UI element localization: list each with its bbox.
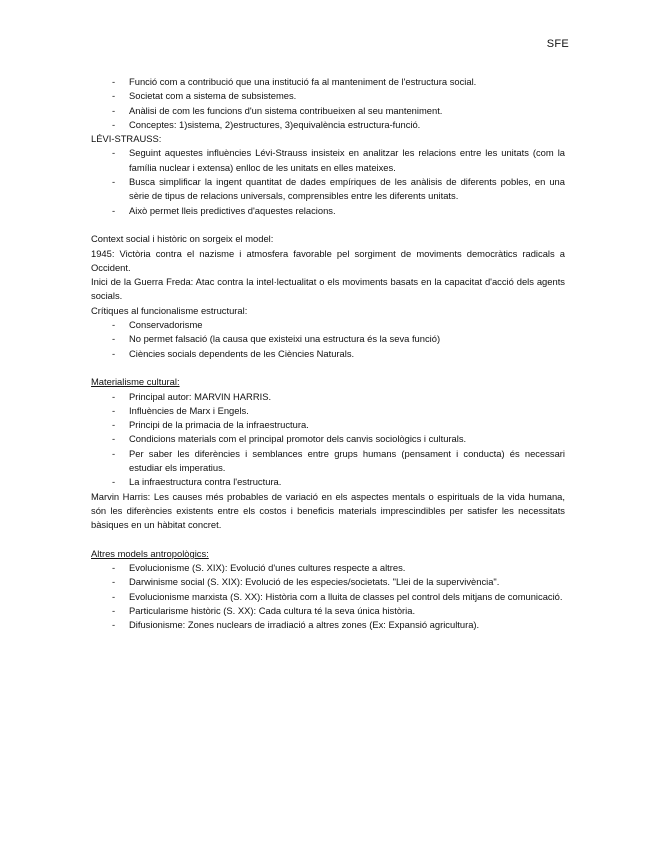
critiques-heading: Crítiques al funcionalisme estructural: (91, 304, 248, 316)
dash-bullet-icon: - (112, 333, 116, 345)
list-item: - Conceptes: 1)sistema, 2)estructures, 3)equivalència estructura-funció. (91, 118, 565, 132)
list-item: - La infraestructura contra l'estructura. (91, 475, 565, 489)
dash-bullet-icon: - (112, 447, 116, 459)
dash-bullet-icon: - (112, 204, 116, 216)
dash-bullet-icon: - (112, 619, 116, 631)
dash-bullet-icon: - (112, 419, 116, 431)
context-paragraph-1945: 1945: Victòria contra el nazisme i atmosfera favorable pel sorgiment de moviments democràtics radicals a Occident. (91, 247, 565, 273)
list-item: - No permet falsació (la causa que existeixi una estructura és la seva funció) (91, 332, 565, 346)
list-item: - Ciències socials dependents de les Ciències Naturals. (91, 347, 565, 361)
list-item: - Evolucionisme (S. XIX): Evolució d'unes cultures respecte a altres. (91, 561, 565, 575)
list-item: - Influències de Marx i Engels. (91, 404, 565, 418)
dash-bullet-icon: - (112, 590, 116, 602)
materialisme-heading: Materialisme cultural: (91, 376, 180, 388)
dash-bullet-icon: - (112, 604, 116, 616)
list-item: - Anàlisi de com les funcions d'un sistema contribueixen al seu manteniment. (91, 104, 565, 118)
context-heading: Context social i històric on sorgeix el model: (91, 233, 274, 245)
list-item: - Difusionisme: Zones nuclears de irradiació a altres zones (Ex: Expansió agricultura). (91, 618, 565, 632)
dash-bullet-icon: - (112, 404, 116, 416)
spacer (91, 533, 565, 547)
list-item: - Per saber les diferències i semblances entre grups humans (pensament i conducta) és necessari estudiar els imperatius. (112, 447, 565, 474)
list-item: - Conservadorisme (91, 318, 565, 332)
marvin-harris-quote: Marvin Harris: Les causes més probables de variació en els aspectes mentals o espirituals de la vida humana, són les diferències existents entre els costos i beneficis materials imprescindibles per satisfer les necessitats bàsiques en un hàbitat concret. (91, 490, 565, 531)
list-item: - Condicions materials com el principal promotor dels canvis sociològics i culturals. (91, 432, 565, 446)
list-item: - Evolucionisme marxista (S. XX): Història com a lluita de classes pel control dels mitjans de comunicació. (91, 590, 565, 604)
dash-bullet-icon: - (112, 576, 116, 588)
critiques-list (91, 318, 565, 361)
spacer (91, 361, 565, 375)
list-item: - Principi de la primacia de la infraestructura. (91, 418, 565, 432)
functionalism-list (91, 75, 565, 132)
dash-bullet-icon: - (112, 562, 116, 574)
dash-bullet-icon: - (112, 118, 116, 130)
altres-models-heading: Altres models antropològics: (91, 547, 209, 559)
materialisme-list (91, 390, 565, 490)
list-item: - Darwinisme social (S. XIX): Evolució de les especies/societats. "Llei de la supervivència". (91, 575, 565, 589)
spacer (91, 218, 565, 232)
dash-bullet-icon: - (112, 347, 116, 359)
dash-bullet-icon: - (112, 76, 116, 87)
dash-bullet-icon: - (112, 390, 116, 402)
page-header-label: SFE (546, 38, 569, 50)
dash-bullet-icon: - (112, 104, 116, 116)
list-item: - Busca simplificar la ingent quantitat de dades empíriques de les anàlisis de diferents pobles, en una sèrie de tipus de relacions universals, comprensibles entre les diferents unitats. (112, 176, 565, 202)
dash-bullet-icon: - (112, 176, 116, 188)
context-paragraph-cold-war: Inici de la Guerra Freda: Atac contra la intel·lectualitat o els moviments basats en la capacitat d'acció dels agents socials. (91, 276, 565, 302)
levi-strauss-list (91, 146, 565, 217)
list-item: - Funció com a contribució que una institució fa al manteniment de l'estructura social. (91, 75, 565, 89)
levi-strauss-heading: LÉVI-STRAUSS: (91, 133, 162, 145)
list-item: - Seguint aquestes influències Lévi-Strauss insisteix en analitzar les relacions entre les unitats (com la família nuclear i extensa) enlloc de les unitats en elles mateixes. (112, 147, 565, 173)
dash-bullet-icon: - (112, 319, 116, 331)
document-body (91, 75, 565, 633)
list-item: - Principal autor: MARVIN HARRIS. (91, 390, 565, 404)
dash-bullet-icon: - (112, 147, 116, 159)
altres-models-list (91, 561, 565, 632)
list-item: - Societat com a sistema de subsistemes. (91, 89, 565, 103)
dash-bullet-icon: - (112, 90, 116, 102)
dash-bullet-icon: - (112, 476, 116, 488)
dash-bullet-icon: - (112, 433, 116, 445)
list-item: - Particularisme històric (S. XX): Cada cultura té la seva única història. (91, 604, 565, 618)
list-item: - Això permet lleis predictives d'aquestes relacions. (91, 204, 565, 218)
